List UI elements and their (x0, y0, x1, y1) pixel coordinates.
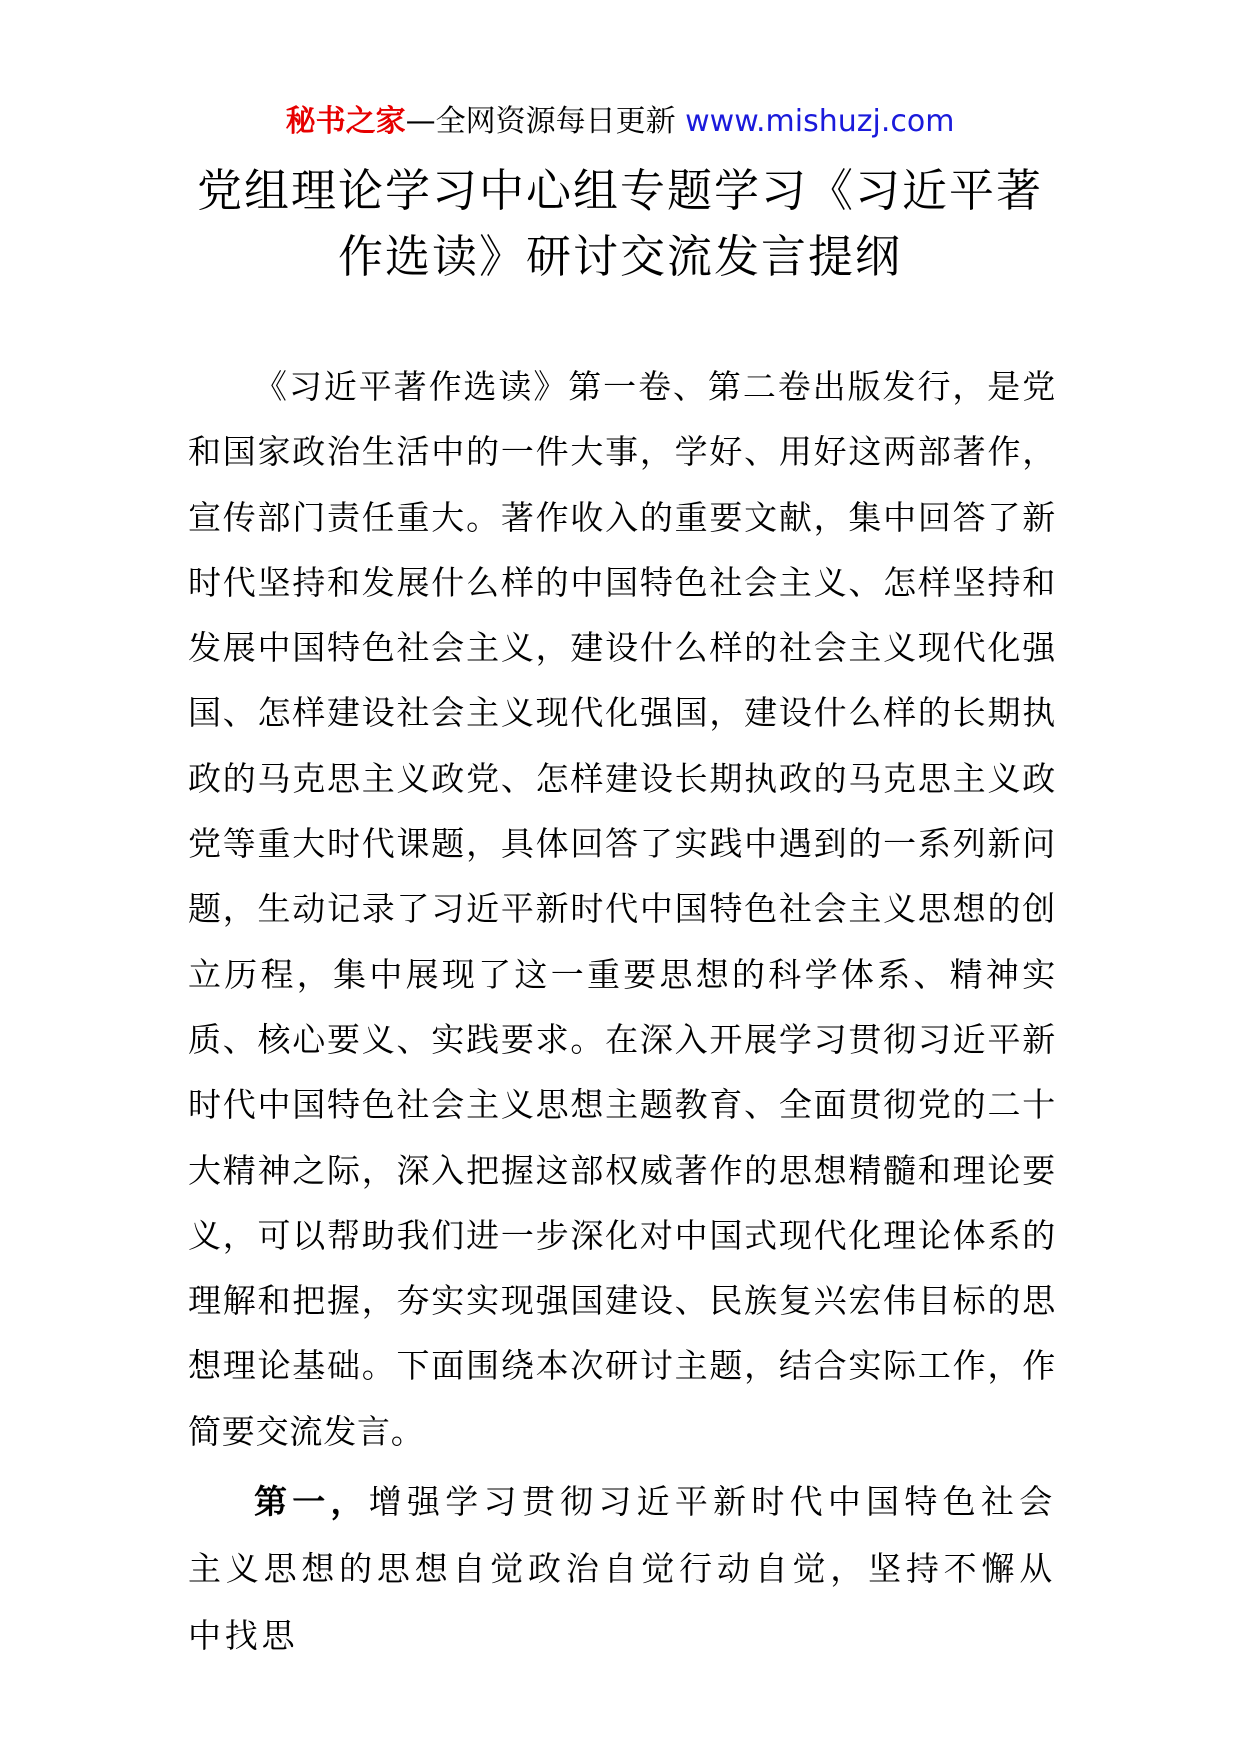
point-one-lead: 第一， (254, 1482, 369, 1522)
brand-name: 秘书之家 (285, 104, 406, 139)
header-tagline: —全网资源每日更新 (405, 104, 686, 139)
site-header (0, 100, 1240, 144)
document-body (188, 354, 1056, 1669)
title-line-2: 作选读》研讨交流发言提纲 (337, 230, 902, 283)
site-url-link[interactable]: www.mishuzj.com (685, 104, 955, 139)
point-one-text: 增强学习贯彻习近平新时代中国特色社会主义思想的思想自觉政治自觉行动自觉，坚持不懈从中找思 (188, 1482, 1056, 1656)
paragraph-point-one (188, 1468, 1056, 1669)
title-line-1: 党组理论学习中心组专题学习《习近平著 (196, 164, 1043, 217)
paragraph-intro: 《习近平著作选读》第一卷、第二卷出版发行，是党和国家政治生活中的一件大事，学好、用好这两部著作，宣传部门责任重大。著作收入的重要文献，集中回答了新时代坚持和发展什么样的中国特色社会主义、怎样坚持和发展中国特色社会主义，建设什么样的社会主义现代化强国、怎样建设社会主义现代化强国，建设什么样的长期执政的马克思主义政党、怎样建设长期执政的马克思主义政党等重大时代课题，具体回答了实践中遇到的一系列新问题，生动记录了习近平新时代中国特色社会主义思想的创立历程，集中展现了这一重要思想的科学体系、精神实质、核心要义、实践要求。在深入开展学习贯彻习近平新时代中国特色社会主义思想主题教育、全面贯彻党的二十大精神之际，深入把握这部权威著作的思想精髓和理论要义，可以帮助我们进一步深化对中国式现代化理论体系的理解和把握，夯实实现强国建设、民族复兴宏伟目标的思想理论基础。下面围绕本次研讨主题，结合实际工作，作简要交流发言。 (188, 367, 1056, 1451)
document-title (150, 158, 1090, 290)
